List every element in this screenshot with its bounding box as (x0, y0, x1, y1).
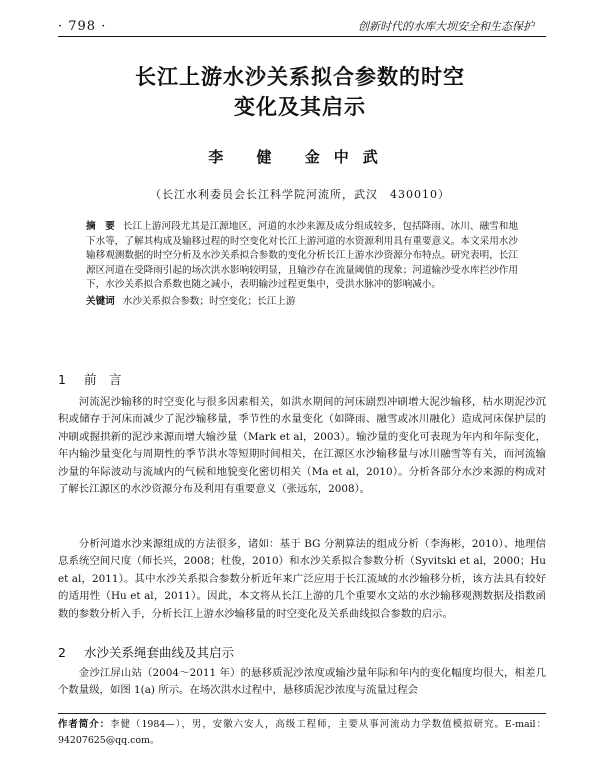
footnote-label: 作者简介： (58, 719, 111, 730)
section-2-paragraph-1: 金沙江屏山站（2004～2011 年）的悬移质泥沙浓度或输沙量年际和年内的变化幅度均很大，相差几个数量级，如图 1(a) 所示。在场次洪水过程中，悬移质泥沙浓度与流量过程会 (58, 667, 546, 697)
abstract-body (86, 220, 518, 293)
affiliation: （长江水利委员会长江科学院河流所，武汉 430010） (150, 188, 450, 201)
section-1-number: 1 (58, 372, 66, 387)
keywords (86, 295, 518, 310)
title-line-1: 长江上游水沙关系拟合参数的时空 (135, 65, 465, 89)
section-1-heading (58, 370, 546, 388)
running-header (58, 14, 546, 37)
abstract (86, 220, 518, 310)
section-1-paragraph-1: 河流泥沙输移的时空变化与很多因素相关，如洪水期间的河床剧烈冲刷增大泥沙输移，枯水期泥沙沉积或储存于河床而减少了泥沙输移量，季节性的水量变化（如降雨、融雪或冰川融化）造成河床保护层的冲刷或握拱新的泥沙来源而增大输沙量（Mark et al，2003）。输沙量的变化可表现为年内和年际变化，年内输沙量变化与周期性的季节洪水等短期时间相关，在江源区水沙输移量与冰川融雪等有关，而河流输沙量的年际波动与流域内的气候和地貌变化密切相关（Ma et al，2010）。分析各部分水沙来源的构成对了解长江源区的水沙资源分布及利用有重要意义（张远东，2008）。 (58, 396, 546, 496)
section-2-title: 水沙关系绳套曲线及其启示 (84, 645, 235, 660)
footnote-divider (58, 713, 546, 714)
paper-title (0, 62, 600, 122)
section-1-paragraph-2: 分析河道水沙来源组成的方法很多，诸如：基于 BG 分割算法的组成分析（李海彬，2010）、地理信息系统空间尺度（师长兴，2008；杜俊，2010）和水沙关系拟合参数分析（Syvitski et al，2000；Hu et al，2011）。其中水沙关系拟合参数分析近年来广泛应用于长江流域的水沙输移分析，该方法具有较好的适用性（Hu et al，2011）。因此，本文将从长江上游的几个重要水文站的水沙输移观测数据及指数函数的参数分析入手，分析长江上游水沙输移量的时空变化及关系曲线拟合参数的启示。 (58, 538, 546, 620)
section-2-heading (58, 643, 546, 661)
abstract-text: 长江上游河段尤其是江源地区，河道的水沙来源及成分组成较多，包括降雨、冰川、融雪和地下水等，了解其构成及输移过程的时空变化对长江上游河道的水资源利用具有重要意义。本文采用水沙输移观测数据的时空分析及水沙关系拟合参数的变化分析长江上游水沙资源分布特点。研究表明，长江源区河道在受降雨引起的场次洪水影响较明显，且输沙存在流量阈值的现象；河道输沙受水库拦沙作用下，水沙关系拟合系数也随之减小，表明输沙过程更集中，受洪水脉冲的影响减小。 (86, 221, 519, 291)
keywords-label: 关键词 (86, 295, 115, 307)
footnote-text: 李健（1984—），男，安徽六安人，高级工程师，主要从事河流动力学数值模拟研究。E-mail：94207625@qq.com。 (58, 719, 546, 746)
section-1-title: 前 言 (84, 372, 122, 387)
abstract-label: 摘 要 (86, 221, 115, 232)
page-number: · 798 · (58, 19, 107, 34)
section-2-number: 2 (58, 645, 66, 660)
journal-title: 创新时代的水库大坝安全和生态保护 (358, 20, 534, 33)
authors: 李 健 金中武 (208, 148, 392, 166)
title-line-2: 变化及其启示 (234, 95, 366, 119)
keywords-text: 水沙关系拟合参数；时空变化；长江上游 (122, 295, 296, 307)
author-footnote (58, 717, 546, 749)
